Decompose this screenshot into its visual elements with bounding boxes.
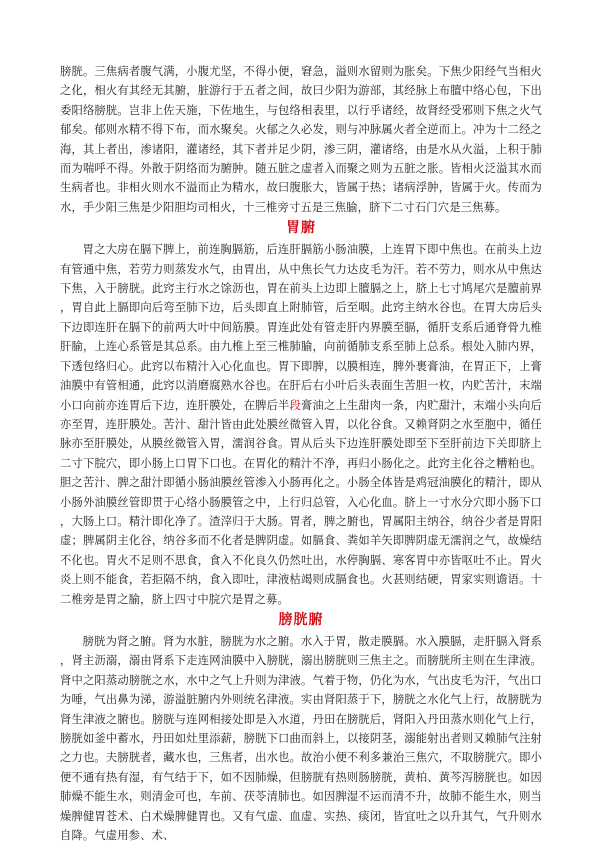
stomach-paragraph [60, 240, 542, 609]
stomach-text-part-2: 膏油之上生甜肉一条，内贮甜汁，末端小头向后亦至胃，连肝膜处。苦汁、甜汁皆由此处膜丝微管入胃，以化谷食。又赖肾阴之水至胞中，循任脉亦至肝膜处，从膜丝微管入胃，濡润谷食。胃从后头下边连肝膜处即至下至肝前边下关即脐上二寸下脘穴，即小肠上口胃下口也。在胃化的精汁不净，再归小肠化之。此窍主化谷之糟粕也。胆之苦汁、脾之甜汁即循小肠油膜丝管渗入小肠再化之。小肠全体皆是鸡冠油膜化的精汁，即从小肠外油膜丝管即贯于心络小肠膜管之中，上行归总管，入心化血。脐上一寸水分穴即小肠下口，大肠上口。精汁即化净了。渣滓归于大肠。胃者，脾之腑也，胃属阳主纳谷，纳谷少者是胃阳虚；脾属阴主化谷，纳谷多而不化者是脾阴虚。如膈食、粪如羊矢即脾阴虚无濡润之气，故燥结不化也。胃火不足则不思食，食入不化良久仍然吐出，水停胸膈、寒客胃中亦皆呕吐不止。胃火炎上则不能食，若拒隔不纳，食入即吐，津液枯竭则成膈食也。火甚则结硬，胃家实则谵语。十二椎旁是胃之腧，脐上四寸中脘穴是胃之募。 [60, 398, 542, 606]
highlighted-character: 段 [289, 398, 302, 412]
continuation-paragraph: 膀胱。三焦病者腹气满，小腹尤坚，不得小便，窘急，溢则水留则为胀矣。下焦少阳经气当相火之化，相火有其经无其腑，脏游行于五者之间，故曰少阳为游部，其经脉上布膻中络心包，下出委阳络膀胱。岂非上佐天施，下佐地生，与包络相表里，以行乎诸经，故肾经受邪则下焦之火气郁矣。郁则水精不得下布，而水聚矣。火郁之久必发，则与冲脉属火者全逆而上。冲为十二经之海，其上者出，渗诸阳，灌诸经，其下者并足少阴，渗三阴，灌诸络，由是水从火溢，上积于肺而为喘呼不得。外散于阴络而为腑肿。随五脏之虚者入而聚之则为五脏之胀。皆相火泛溢其水而生病者也。非相火则水不溢而止为精水，故曰腹胀大，皆属于热；诸病浮肿，皆属于火。传而为水，手少阳三焦是少阳胆均司相火，十三椎旁寸五是三焦腧，脐下二寸石门穴是三焦募。 [60, 65, 542, 214]
section-title-stomach: 胃腑 [286, 220, 316, 237]
bladder-paragraph: 膀胱为肾之腑。肾为水脏，膀胱为水之腑。水入于胃，散走膜膈。水入膜膈，走肝膈入肾系，肾主沥溺，溺由肾系下走连网油膜中入膀胱，溺出膀胱则三焦主之。而膀胱所主则在生津液。肾中之阳蒸动膀胱之水，水中之气上升则为津液。气着于物，仍化为水，气出皮毛为汗，气出口为唾，气出鼻为涕，游溢脏腑内外则统名津液。实由肾阳蒸于下，膀胱之水化气上行，故膀胱为肾生津液之腑也。膀胱与连网相接处即是入水道，丹田在膀胱后，肾阳入丹田蒸水则化气上行，膀胱如釜中蓄水，丹田如灶里添薪，膀胱下口曲而斜上，以接阴茎，溺能射出者则又赖肺气注射之力也。夫膀胱者，藏水也，三焦者，出水也。故治小便不利多兼治三焦穴，不取膀胱穴。即小便不通有热有湿，有气结于下，如不因肺燥，但膀胱有热则肠膀胱，黄柏、黄芩泻膀胱也。如因肺燥不能生水，则清金可也，车前、茯苓清肺也。如因脾湿不运而清不升，故肺不能生水，则当燥脾健胃苍术、白术燥脾健胃也。又有气虚、血虚、实热、痰闭，皆宜吐之以升其气，气升则水自降。气虚用参、术、 [60, 634, 542, 843]
document-page [60, 62, 542, 845]
section-title-bladder: 膀胱腑 [278, 611, 324, 628]
stomach-text-part-1: 胃之大房在膈下脾上，前连胸膈筋，后连肝膈筋小肠油膜，上连胃下即中焦也。在前头上边有管通中焦，若劳力则蒸发水气，由胃出，从中焦长气力达皮毛为汗。若不劳力，则水从中焦达下焦，入于膀胱。此窍主行水之馀沥也，胃在前头上边即上膻膈之上，脐上七寸鸠尾穴是膻前界，胃自此上膈即向后弯至肺下边，后头即直上附肺管，后至咽。此窍主纳水谷也。在胃大房后头下边即连肝在膈下的前两大叶中间筋膜。胃连此处有管走肝内界膜至膈，循肝支系后通脊骨九椎肝腧，上连心系管是其总系。由九椎上至三椎肺腧，向前循肺支系至肺上总系。根处入肺内界，下透包络归心。此窍以布精汁入心化血也。胃下即脾，以膜相连，脾外裹膏油，在胃正下，上膏油膜中有管相通，此窍以消磨腐熟水谷也。在肝后右小叶后头表面生苦胆一枚，内贮苦汁，末端小口向前亦连胃后下边，连肝膜处，在脾后半 [60, 243, 542, 412]
